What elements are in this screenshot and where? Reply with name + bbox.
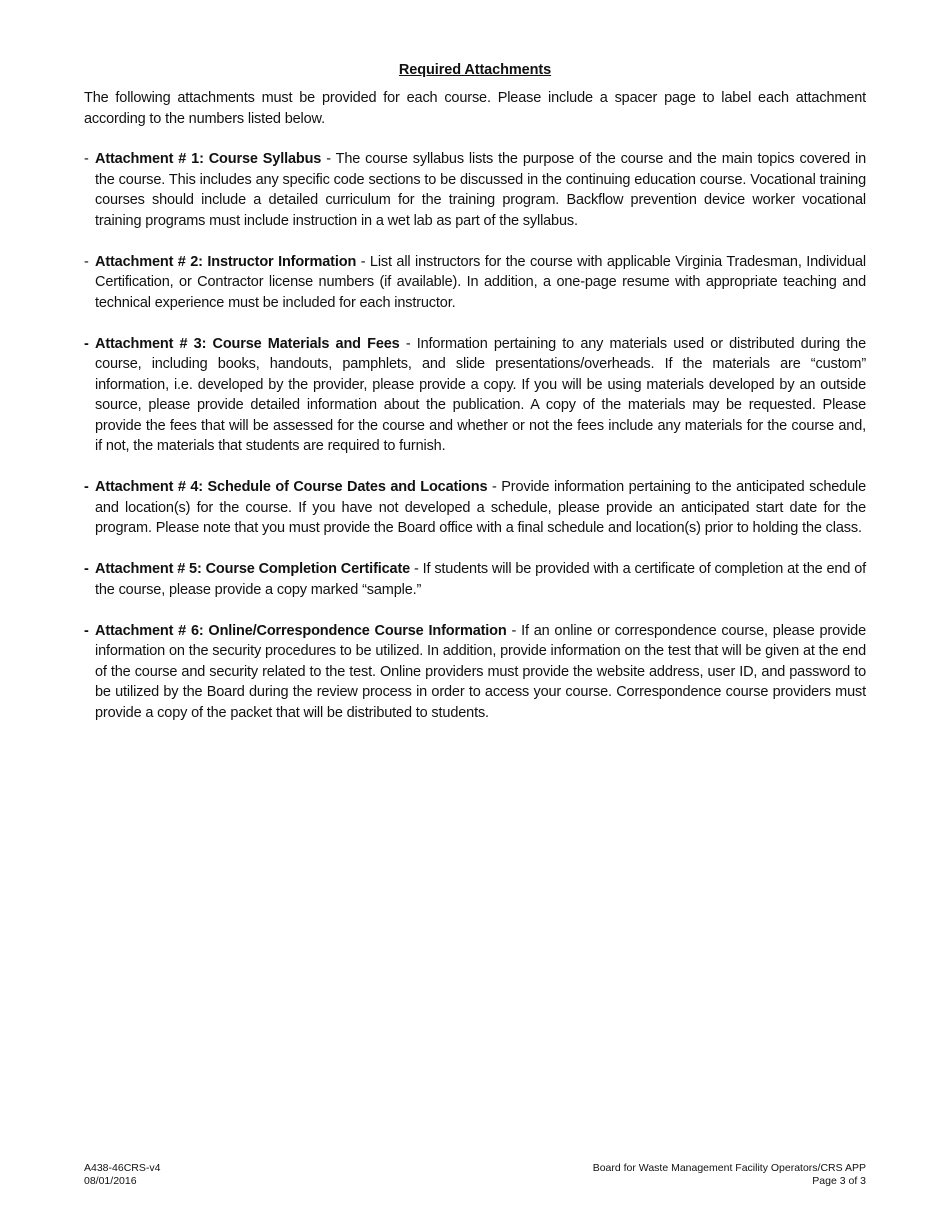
attachment-3-text: - Information pertaining to any materials used or distributed during the course, including books, handouts, pamphlets, and slide presentations/overheads. If the materials are “custom” information, i.e. developed by the provider, please provide a copy. If you will be using materials developed by an outside source, please provide detailed information about the publication. A copy of the materials may be requested. Please provide the fees that will be assessed for the course and whether or not the fees include any materials for the course and, if not, the materials that students are required to furnish. [95, 335, 866, 454]
attachment-5-text: - If students will be provided with a certificate of completion at the end of the course, please provide a copy marked “sample.” [95, 561, 866, 598]
footer-left [84, 1162, 160, 1188]
attachment-2-text: - List all instructors for the course with applicable Virginia Tradesman, Individual Certification, or Contractor license numbers (if available). In addition, a one-page resume with appropriate teaching and technical experience must be included for each instructor. [95, 253, 866, 311]
attachment-2: - Attachment # 2: Instructor Information - List all instructors for the course with applicable Virginia Tradesman, Individual Certification, or Contractor license numbers (if available). In addition, a one-page resume with appropriate teaching and technical experience must be included for each instructor. [84, 253, 866, 311]
attachment-1-text: - The course syllabus lists the purpose of the course and the main topics covered in the course. This includes any specific code sections to be discussed in the continuing education course. Vocational training courses should include a detailed curriculum for the training program. Backflow prevention device worker vocational training programs must include instruction in a wet lab as part of the syllabus. [95, 151, 866, 229]
attachment-6: - Attachment # 6: Online/Correspondence Course Information - If an online or correspondence course, please provide information on the security procedures to be utilized. In addition, provide information on the test that will be given at the end of the course and security related to the test. Online providers must provide the website address, user ID, and password to be utilized by the Board during the review process in order to access your course. Correspondence course providers must provide a copy of the packet that will be distributed to students. [84, 622, 867, 721]
attachment-1: - Attachment # 1: Course Syllabus - The course syllabus lists the purpose of the course and the main topics covered in the course. This includes any specific code sections to be discussed in the continuing education course. Vocational training courses should include a detailed curriculum for the training program. Backflow prevention device worker vocational training programs must include instruction in a wet lab as part of the syllabus. [84, 151, 866, 229]
attachment-6-text: - If an online or correspondence course, please provide information on the security procedures to be utilized. In addition, provide information on the test that will be given at the end of the course and security related to the test. Online providers must provide the website address, user ID, and password to be utilized by the Board during the review process in order to access your course. Correspondence course providers must provide a copy of the packet that will be distributed to students. [95, 622, 867, 721]
attachment-5: - Attachment # 5: Course Completion Certificate - If students will be provided with a certificate of completion at the end of the course, please provide a copy marked “sample.” [84, 561, 866, 598]
page-number: Page 3 of 3 [812, 1175, 866, 1187]
attachment-4: - Attachment # 4: Schedule of Course Dates and Locations - Provide information pertaining to the anticipated schedule and location(s) for the course. If you have not developed a schedule, please provide an anticipated start date for the program. Please note that you must provide the Board office with a final schedule and location(s) prior to holding the class. [84, 479, 866, 536]
footer-right [593, 1162, 866, 1188]
board-name: Board for Waste Management Facility Operators/CRS APP [592, 1162, 866, 1174]
attachment-1-title: Attachment # 1: Course Syllabus [95, 151, 322, 167]
attachment-4-text: - Provide information pertaining to the anticipated schedule and location(s) for the course. If you have not developed a schedule, please provide an anticipated start date for the program. Please note that you must provide the Board office with a final schedule and location(s) prior to holding the class. [95, 479, 866, 536]
form-date: 08/01/2016 [84, 1175, 137, 1187]
attachment-3-title: Attachment # 3: Course Materials and Fees [95, 335, 400, 352]
intro-paragraph: The following attachments must be provided for each course. Please include a spacer page to label each attachment according to the numbers listed below. [84, 90, 866, 127]
attachment-3: - Attachment # 3: Course Materials and Fees - Information pertaining to any materials used or distributed during the course, including books, handouts, pamphlets, and slide presentations/overheads. If the materials are “custom” information, i.e. developed by the provider, please provide a copy. If you will be using materials developed by an outside source, please provide detailed information about the publication. A copy of the materials may be requested. Please provide the fees that will be assessed for the course and whether or not the fees include any materials for the course and, if not, the materials that students are required to furnish. [84, 335, 866, 454]
attachment-4-title: Attachment # 4: Schedule of Course Dates and Locations [95, 479, 488, 495]
attachment-2-title: Attachment # 2: Instructor Information [95, 253, 357, 270]
page-title: Required Attachments [398, 62, 552, 78]
attachment-6-title: Attachment # 6: Online/Correspondence Course Information [95, 622, 507, 639]
form-id: A438-46CRS-v4 [84, 1162, 161, 1174]
attachment-5-title: Attachment # 5: Course Completion Certificate [95, 561, 411, 577]
attachments-list [84, 149, 866, 744]
